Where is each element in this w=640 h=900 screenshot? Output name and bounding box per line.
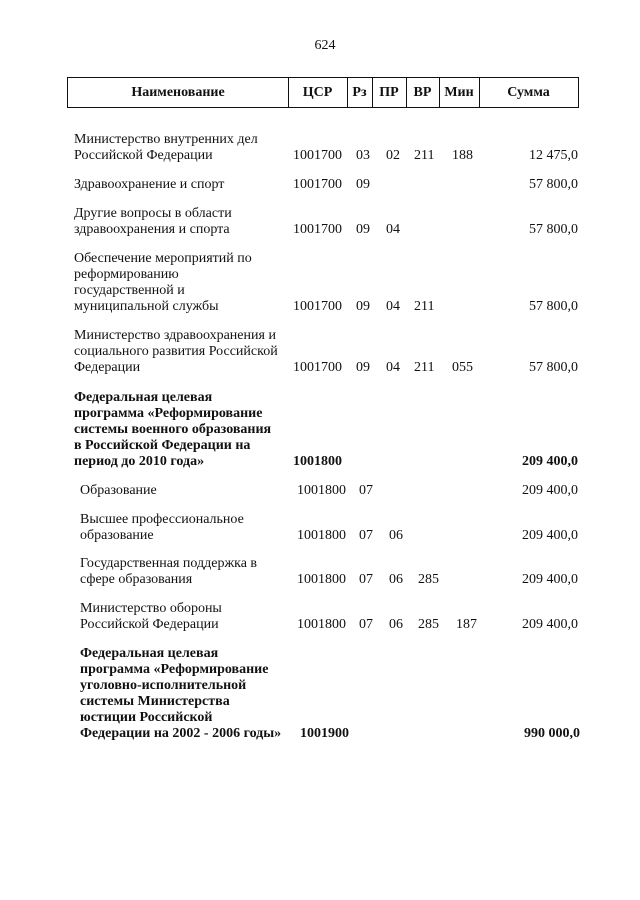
- row-name: Министерство внутренних дел Российской Федерации: [74, 132, 258, 163]
- row-vr: 211: [414, 148, 435, 163]
- row-vr: 211: [414, 299, 435, 314]
- row-name: Обеспечение мероприятий по реформированию государственной и муниципальной службы: [74, 251, 252, 314]
- row-name: Другие вопросы в области здравоохранения и спорта: [74, 206, 232, 237]
- row-pr: 02: [386, 148, 400, 163]
- row-rz: 07: [359, 483, 373, 498]
- header-min: Мин: [444, 85, 474, 100]
- row-vr: 285: [418, 572, 439, 587]
- row-csr: 1001800: [297, 528, 346, 543]
- row-rz: 09: [356, 360, 370, 375]
- row-rz: 07: [359, 572, 373, 587]
- row-min: 187: [456, 617, 477, 632]
- row-pr: 06: [389, 617, 403, 632]
- row-rz: 09: [356, 222, 370, 237]
- row-sum: 57 800,0: [529, 177, 578, 192]
- row-name: Государственная поддержка в сфере образования: [80, 556, 258, 587]
- row-csr: 1001700: [293, 177, 342, 192]
- row-vr: 285: [418, 617, 439, 632]
- page-number: 624: [314, 38, 336, 53]
- row-pr: 06: [389, 572, 403, 587]
- row-csr: 1001700: [293, 299, 342, 314]
- header-name: Наименование: [131, 85, 225, 100]
- row-min: 188: [452, 148, 473, 163]
- row-name: Федеральная целевая программа «Реформирование системы военного образования в Российской Федерации на период до 2010 года»: [74, 390, 272, 469]
- row-vr: 211: [414, 360, 435, 375]
- row-csr: 1001700: [293, 222, 342, 237]
- row-name: Федеральная целевая программа «Реформирование уголовно-исполнительной системы Министерства юстиции Российской Федерации на 2002 - 2006 годы»: [80, 646, 282, 741]
- header-sum: Сумма: [507, 85, 550, 100]
- row-min: 055: [452, 360, 473, 375]
- header-vr: ВР: [413, 85, 432, 100]
- row-name: Министерство здравоохранения и социального развития Российской Федерации: [74, 328, 278, 375]
- row-csr: 1001700: [293, 148, 342, 163]
- row-sum: 209 400,0: [522, 454, 578, 469]
- row-sum: 57 800,0: [529, 299, 578, 314]
- row-sum: 57 800,0: [529, 222, 578, 237]
- row-sum: 209 400,0: [522, 528, 578, 543]
- row-sum: 209 400,0: [522, 483, 578, 498]
- row-csr: 1001800: [297, 572, 346, 587]
- row-name: Министерство обороны Российской Федерации: [80, 601, 222, 632]
- row-name: Здравоохранение и спорт: [74, 177, 225, 192]
- row-pr: 04: [386, 222, 400, 237]
- row-sum: 57 800,0: [529, 360, 578, 375]
- row-csr: 1001800: [297, 617, 346, 632]
- header-csr: ЦСР: [302, 85, 333, 100]
- row-rz: 03: [356, 148, 370, 163]
- row-csr: 1001900: [300, 726, 349, 741]
- row-sum: 209 400,0: [522, 572, 578, 587]
- row-pr: 04: [386, 360, 400, 375]
- row-rz: 09: [356, 177, 370, 192]
- header-pr: ПР: [379, 85, 399, 100]
- table-header: [67, 77, 579, 108]
- row-pr: 04: [386, 299, 400, 314]
- row-csr: 1001800: [293, 454, 342, 469]
- row-sum: 209 400,0: [522, 617, 578, 632]
- header-rz: Рз: [352, 85, 367, 100]
- row-csr: 1001800: [297, 483, 346, 498]
- row-name: Образование: [80, 483, 157, 498]
- row-rz: 07: [359, 528, 373, 543]
- row-rz: 07: [359, 617, 373, 632]
- row-csr: 1001700: [293, 360, 342, 375]
- row-sum: 990 000,0: [524, 726, 580, 741]
- row-name: Высшее профессиональное образование: [80, 512, 244, 543]
- row-sum: 12 475,0: [529, 148, 578, 163]
- row-rz: 09: [356, 299, 370, 314]
- row-pr: 06: [389, 528, 403, 543]
